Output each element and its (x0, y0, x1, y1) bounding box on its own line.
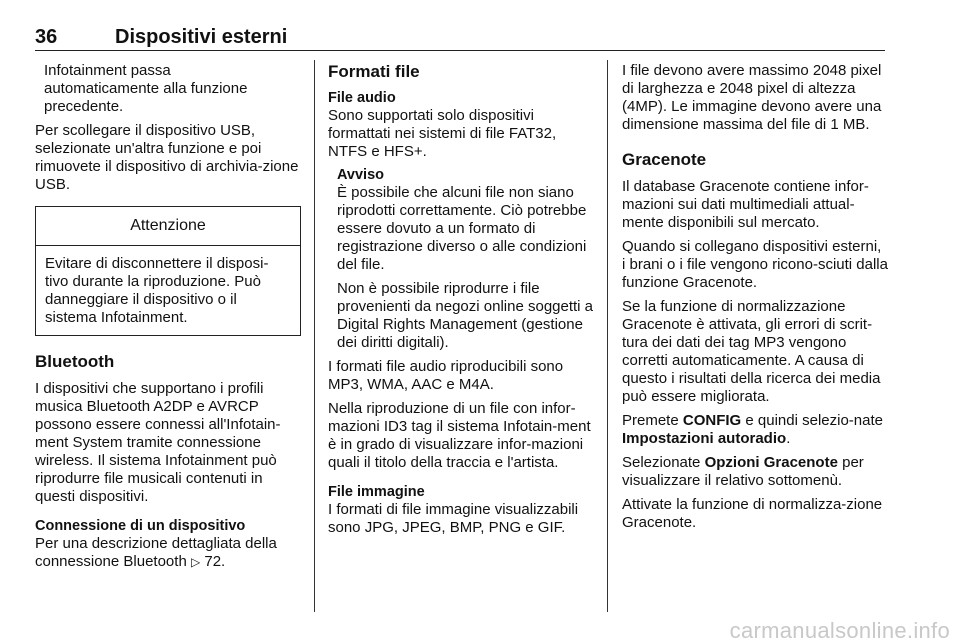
connection-text (35, 535, 301, 571)
column-2 (328, 62, 594, 543)
audio-files-heading: File audio (328, 90, 396, 106)
notice-block (328, 167, 594, 352)
config-button-label: CONFIG (682, 412, 742, 429)
column-3 (622, 62, 888, 538)
notice-title: Avviso (337, 167, 385, 183)
gracenote-4-end: . (786, 430, 791, 447)
image-size-text: I file devono avere massimo 2048 pixel di larghezza e 2048 pixel di altezza (4MP). Le immagine devono avere una dimensione massima del file di 1 MB. (622, 62, 882, 133)
bluetooth-text: I dispositivi che supportano i profili musica Bluetooth A2DP e AVRCP possono essere connessi all'Infotain-ment System tramite connessione wireless. Il sistema Infotainment può riprodurre file musicali contenuti in questi dispositivi. (35, 380, 281, 505)
page-number: 36 (35, 26, 58, 48)
gracenote-options-label: Opzioni Gracenote (704, 454, 838, 471)
image-files-text: I formati di file immagine visualizzabili sono JPG, JPEG, BMP, PNG e GIF. (328, 501, 579, 536)
page-reference-icon: ▷ (190, 555, 201, 569)
gracenote-text-4 (622, 412, 888, 448)
gracenote-text-2: Quando si collegano dispositivi esterni, i brani o i file vengono ricono-sciuti dalla funzione Gracenote. (622, 238, 888, 291)
file-formats-heading: Formati file (328, 62, 420, 81)
audio-formats-text: I formati file audio riproducibili sono MP3, WMA, AAC e M4A. (328, 358, 564, 393)
gracenote-text-6: Attivate la funzione di normalizza-zione Gracenote. (622, 496, 883, 531)
column-1 (35, 62, 301, 577)
gracenote-text-5 (622, 454, 888, 490)
bluetooth-heading: Bluetooth (35, 352, 115, 371)
footer-watermark: carmanualsonline.info (729, 618, 950, 643)
usb-disconnect-text: Per scollegare il dispositivo USB, selezionate un'altra funzione e poi rimuovete il dispositivo di archivia-zione USB. (35, 122, 299, 193)
gracenote-4-pre: Premete (622, 412, 679, 429)
connection-page-ref[interactable]: 72. (204, 553, 226, 570)
header-divider (35, 50, 885, 51)
warning-text: Evitare di disconnettere il disposi-tivo durante la riproduzione. Può danneggiare il dispositivo o il sistema Infotainment. (45, 255, 269, 326)
column-divider-2 (607, 60, 608, 612)
gracenote-5-pre: Selezionate (622, 454, 701, 471)
gracenote-text-1: Il database Gracenote contiene infor-mazioni sui dati multimediali attual-mente disponibili sul mercato. (622, 178, 869, 231)
column-divider-1 (314, 60, 315, 612)
gracenote-5-end: per visualizzare il relativo sottomenù. (622, 454, 864, 489)
gracenote-4-mid: e quindi selezio-nate (745, 412, 883, 429)
audio-files-text: Sono supportati solo dispositivi formattati nei sistemi di file FAT32, NTFS e HFS+. (328, 107, 557, 160)
gracenote-heading: Gracenote (622, 150, 707, 169)
continued-text: Infotainment passa automaticamente alla funzione precedente. (44, 62, 248, 115)
connection-text-body: Per una descrizione dettagliata della connessione Bluetooth (35, 535, 277, 570)
notice-text-1: È possibile che alcuni file non siano riprodotti correttamente. Ciò potrebbe essere dovuto a un formato di registrazione diverso o alle condizioni del file. (337, 184, 587, 273)
notice-text-2: Non è possibile riprodurre i file provenienti da negozi online soggetti a Digital Rights Management (gestione dei diritti digitali). (337, 280, 594, 351)
warning-title: Attenzione (36, 207, 300, 246)
connection-heading: Connessione di un dispositivo (35, 518, 246, 534)
id3-tag-text: Nella riproduzione di un file con infor-mazioni ID3 tag il sistema Infotain-ment è in grado di visualizzare infor-mazioni quali il titolo della traccia e l'artista. (328, 400, 591, 471)
gracenote-text-3: Se la funzione di normalizzazione Gracenote è attivata, gli errori di scrit-tura dei dati dei tag MP3 vengono corretti automaticamente. A causa di questo i risultati della ricerca dei media può essere migliorata. (622, 298, 881, 405)
image-files-heading: File immagine (328, 484, 425, 500)
page-title: Dispositivi esterni (115, 26, 288, 48)
warning-box (35, 206, 301, 336)
radio-settings-label: Impostazioni autoradio (622, 430, 787, 447)
